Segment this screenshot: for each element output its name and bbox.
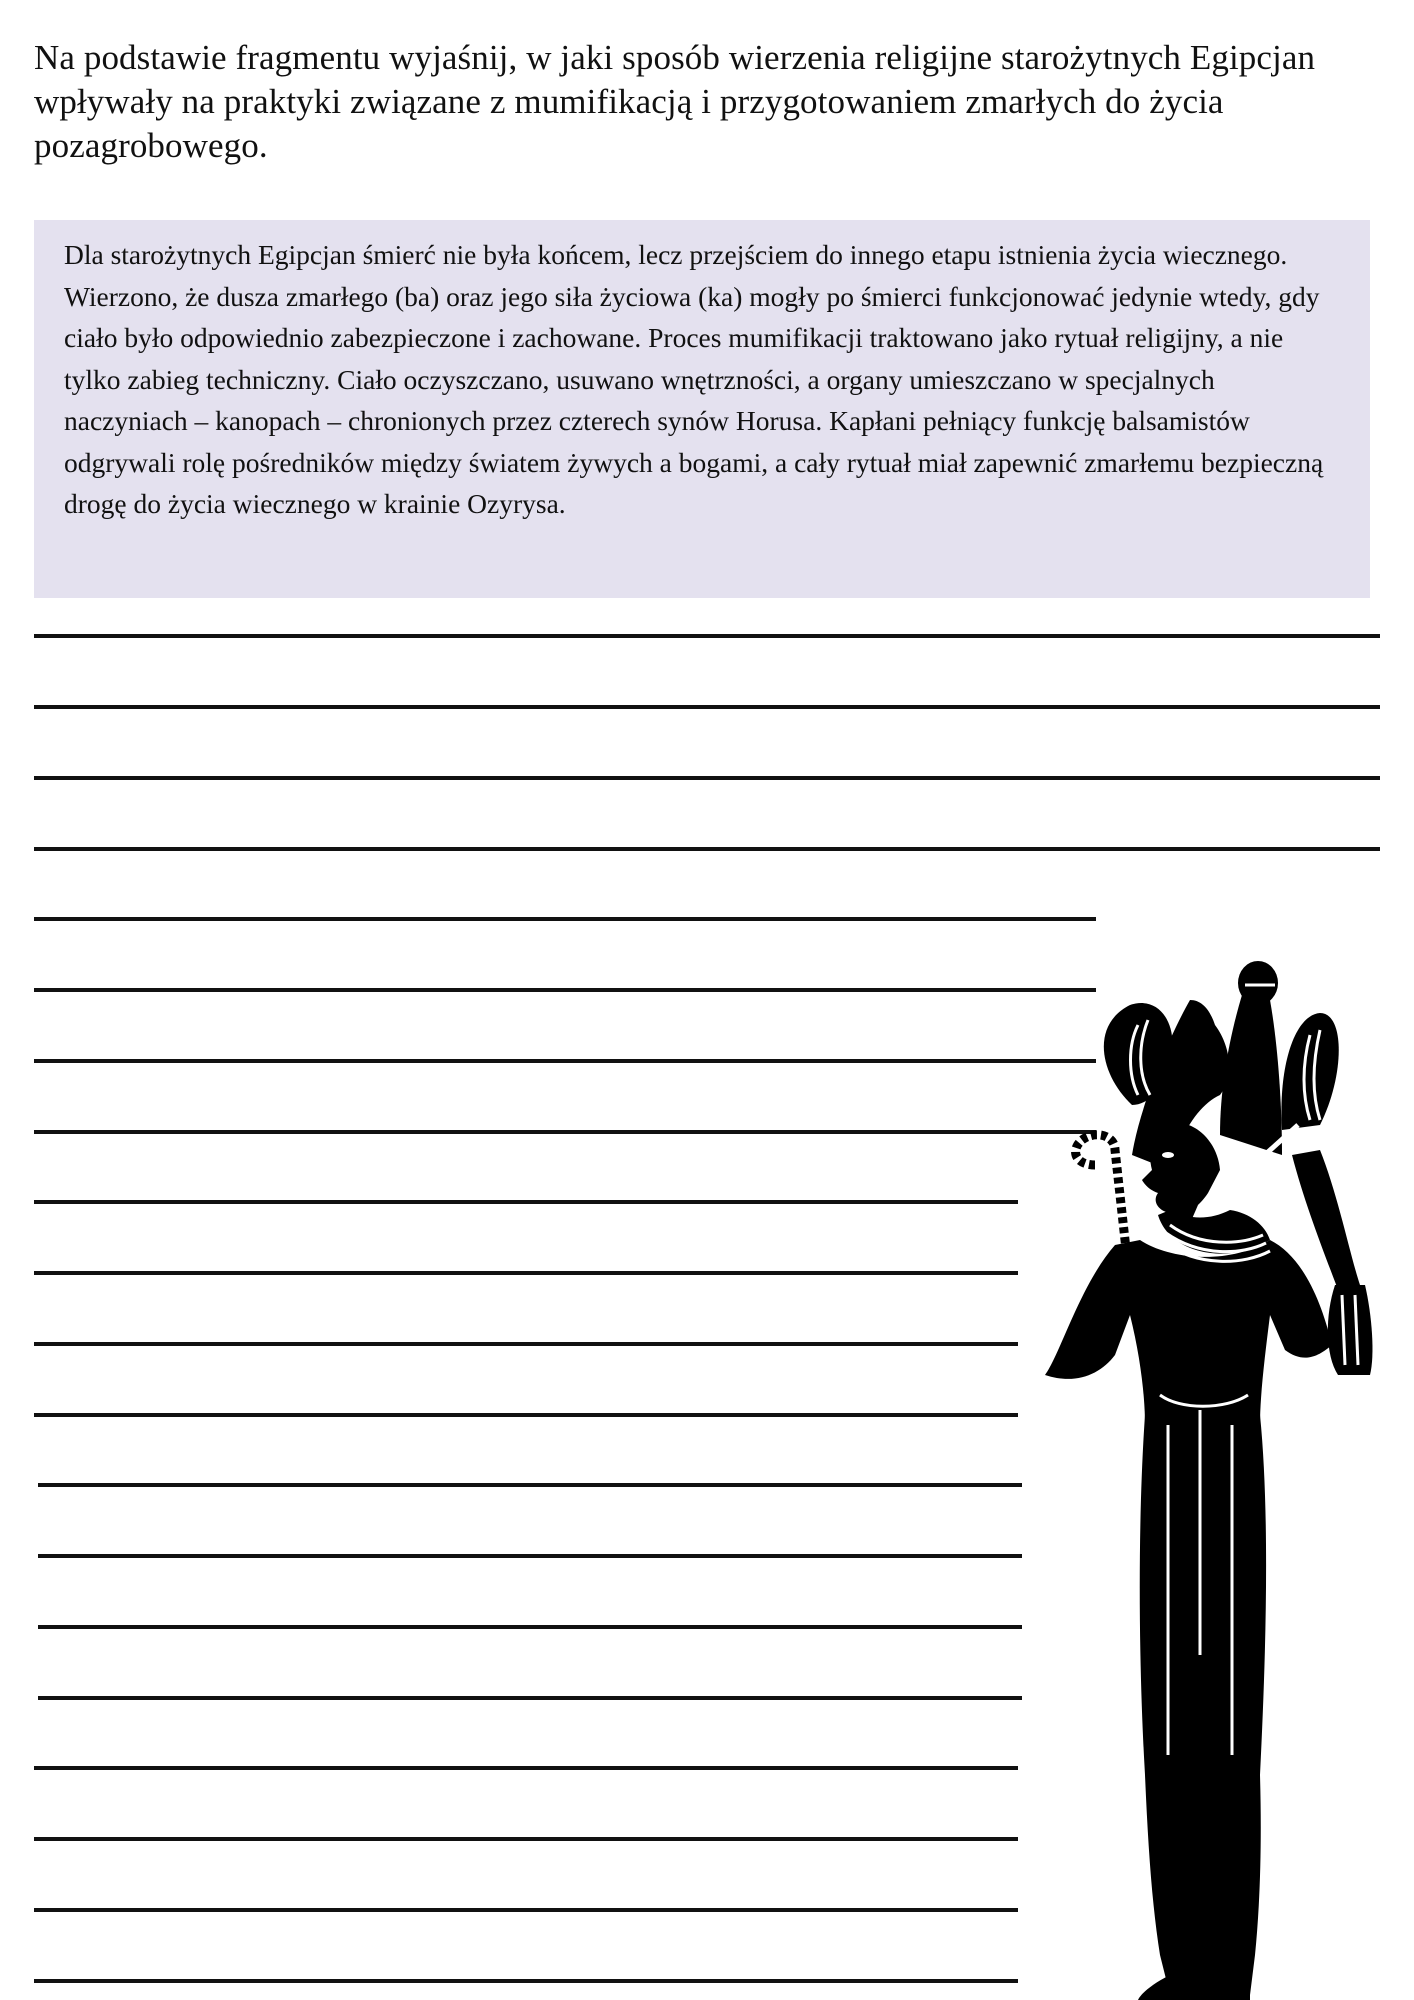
answer-line[interactable] <box>34 1200 1018 1204</box>
answer-line[interactable] <box>34 634 1380 638</box>
answer-line[interactable] <box>38 1554 1022 1558</box>
osiris-figure-icon <box>1020 955 1414 2000</box>
answer-line[interactable] <box>34 1413 1018 1417</box>
answer-line[interactable] <box>38 1483 1022 1487</box>
answer-line[interactable] <box>34 776 1380 780</box>
answer-line[interactable] <box>34 1059 1096 1063</box>
answer-line[interactable] <box>34 1130 1096 1134</box>
answer-line[interactable] <box>34 847 1380 851</box>
answer-line[interactable] <box>34 917 1096 921</box>
answer-line[interactable] <box>34 1271 1018 1275</box>
answer-line[interactable] <box>34 1908 1018 1912</box>
answer-line[interactable] <box>34 1766 1018 1770</box>
answer-line[interactable] <box>34 705 1380 709</box>
question-prompt: Na podstawie fragmentu wyjaśnij, w jaki sposób wierzenia religijne starożytnych Egipcjan wpływały na praktyki związane z mumifikacją i przygotowaniem zmarłych do życia pozagrobowego. <box>34 38 1316 165</box>
answer-line[interactable] <box>34 988 1096 992</box>
answer-line[interactable] <box>34 1837 1018 1841</box>
answer-line[interactable] <box>34 1342 1018 1346</box>
answer-line[interactable] <box>38 1625 1022 1629</box>
answer-line[interactable] <box>38 1696 1022 1700</box>
answer-line[interactable] <box>34 1979 1018 1983</box>
source-excerpt-text: Dla starożytnych Egipcjan śmierć nie była końcem, lecz przejściem do innego etapu istnienia życia wiecznego. Wierzono, że dusza zmarłego (ba) oraz jego siła życiowa (ka) mogły po śmierci funkcjonować jedynie wtedy, gdy ciało było odpowiednio zabezpieczone i zachowane. Proces mumifikacji traktowano jako rytuał religijny, a nie tylko zabieg techniczny. Ciało oczyszczano, usuwano wnętrzności, a organy umieszczano w specjalnych naczyniach – kanopach – chronionych przez czterech synów Horusa. Kapłani pełniący funkcję balsamistów odgrywali rolę pośredników między światem żywych a bogami, a cały rytuał miał zapewnić zmarłemu bezpieczną drogę do życia wiecznego w krainie Ozyrysa. <box>64 239 1324 519</box>
source-excerpt-box <box>34 220 1370 598</box>
